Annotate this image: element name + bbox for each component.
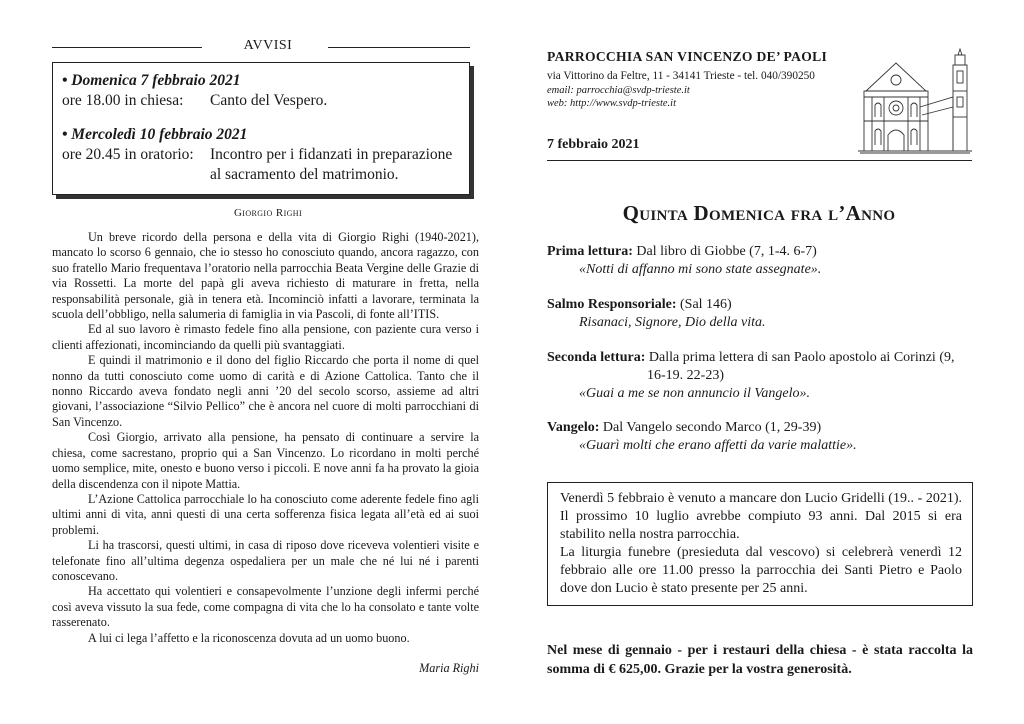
parish-name: PARROCCHIA SAN VINCENZO DE’ PAOLI [547,49,828,64]
article-paragraph: Così Giorgio, arrivato alla pensione, ha pensato di continuare a servire la chiesa, come sacrestano, proprio qui a San Vincenzo. Lo ricordano in molti perché uomo semplice, mite, onesto e buono verso i piccoli. E nove anni fa ha provato la gioia della discendenza con il nipote Mattia. [52,430,479,491]
article-paragraph: Ed al suo lavoro è rimasto fedele fino alla pensione, con paziente cura verso i clienti affezionati, incominciando da quelli più svantaggiati. [52,322,479,352]
notice-paragraph: Venerdì 5 febbraio è venuto a mancare don Lucio Gridelli (19.. - 2021). Il prossimo 10 luglio avrebbe compiuto 93 anni. Dal 2015 si era stabilito nella nostra parrocchia. [560,491,962,542]
righi-article [52,230,479,646]
event-description: Canto del Vespero. [210,92,328,109]
reading-source: (Sal 146) [676,297,732,312]
reading-label: Salmo Responsoriale: [547,297,677,312]
avvisi-title: AVVISI [243,38,293,53]
bulletin-date: 7 febbraio 2021 [547,137,640,152]
notice-paragraph: La liturgia funebre (presieduta dal vescovo) si celebrerà venerdì 12 febbraio alle ore 11.00 presso la parrocchia dei Santi Pietro e Paolo dove don Lucio è stato presente per 25 anni. [560,545,962,596]
article-paragraph: Li ha trascorsi, questi ultimi, in casa di riposo dove riceveva volentieri visite e telefonate fino all’ultima degenza ospedaliera per un male che né lui né i parenti conoscevano. [52,538,479,583]
reading-label: Vangelo: [547,420,600,435]
event-heading: • Domenica 7 febbraio 2021 [62,72,241,89]
event-description-line: al sacramento del matrimonio. [210,166,399,183]
avvisi-box [52,62,470,195]
event-description-line: Incontro per i fidanzati in preparazione [210,146,453,163]
church-logo-icon [858,47,972,154]
article-signature: Maria Righi [419,661,479,675]
reading-quote: «Guarì molti che erano affetti da varie malattie». [579,438,857,453]
event-row [62,145,469,185]
reading-source: Dal libro di Giobbe (7, 1-4. 6-7) [632,244,817,259]
sunday-title: Quinta Domenica fra l’Anno [622,201,896,225]
reading-first [547,243,977,279]
parish-web: web: http://www.svdp-trieste.it [547,98,677,109]
article-paragraph: E quindi il matrimonio e il dono del figlio Riccardo che porta il nome di quel nonno da tutti conosciuto come uomo di carità e di Azione Cattolica. Tanto che il nonno Riccardo aveva fondato negli anni ’20 del secolo scorso, assieme ad altri giovani, l’associazione “Silvio Pellico” che è ancora nel cuore di molti parrocchiani di San Vincenzo. [52,353,479,429]
reading-quote: «Guai a me se non annuncio il Vangelo». [579,386,810,401]
article-paragraph: Un breve ricordo della persona e della vita di Giorgio Righi (1940-2021), mancato lo scorso 6 gennaio, che io stesso ho conosciuto quando, ancora ragazzo, con suo fratello Mario frequentava l’oratorio nella parrocchia Beata Vergine delle Grazie di via Rossetti. La morte del papà gli aveva richiesto di maturare in fretta, nella responsabilità personale, già in tenera età. Incominciò infatti a lavorare, terminata la scuola dell’obbligo, nella salumeria di famiglia in via Pascoli, di fonte all’ITIS. [52,230,479,322]
reading-source: Dalla prima lettera di san Paolo apostolo ai Corinzi (9, [645,350,955,365]
reading-label: Prima lettura: [547,244,633,259]
parish-address: via Vittorino da Feltre, 11 - 34141 Trieste - tel. 040/390250 [547,70,815,82]
reading-quote: «Notti di affanno mi sono state assegnate». [579,262,822,277]
reading-source: Dal Vangelo secondo Marco (1, 29-39) [599,420,822,435]
header-divider [547,160,972,161]
righi-title: Giorgio Righi [233,207,303,219]
reading-label: Seconda lettura: [547,350,646,365]
reading-gospel [547,419,977,455]
reading-second [547,349,977,403]
event-row [62,91,469,111]
event-description [210,145,452,185]
reading-source-continued: 16-19. 22-23) [647,368,724,383]
event-heading: • Mercoledì 10 febbraio 2021 [62,126,248,143]
donation-note: Nel mese di gennaio - per i restauri della chiesa - è stata raccolta la somma di € 625,00. Grazie per la vostra generosità. [547,643,973,677]
article-paragraph: L’Azione Cattolica parrocchiale lo ha conosciuto come aderente fedele fino agli ultimi anni di vita, anni questi di una certa sofferenza fisica legata all’età ed ai suoi problemi. [52,491,479,537]
reading-psalm [547,296,977,332]
article-paragraph: A lui ci lega l’affetto e la riconoscenza dovuta ad un uomo buono. [88,630,410,645]
parish-email: email: parrocchia@svdp-trieste.it [547,85,690,96]
notice-box [547,482,973,606]
reading-quote: Risanaci, Signore, Dio della vita. [579,315,766,330]
article-paragraph: Ha accettato qui volentieri e consapevolmente l’unzione degli infermi perché così aveva vissuto la sua fede, come compagna di vita che lo ha consolato e tante volte rasserenato. [52,584,479,630]
event-time: ore 20.45 in oratorio: [62,146,194,163]
event-time: ore 18.00 in chiesa: [62,92,184,109]
